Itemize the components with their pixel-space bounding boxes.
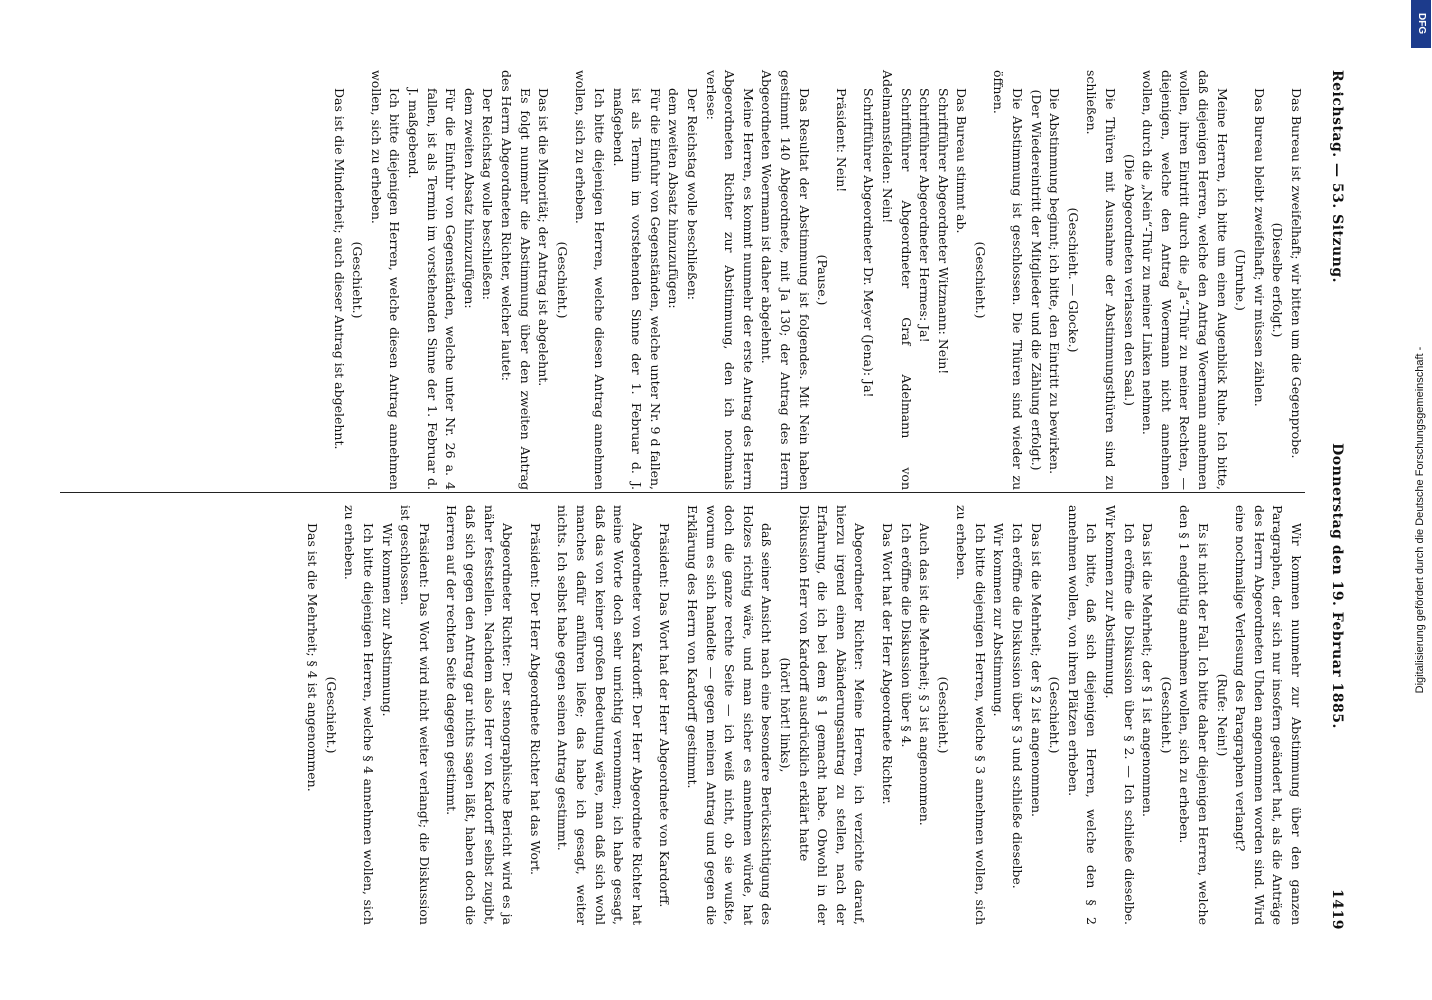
running-head [1321,70,1345,930]
paragraph: Ich bitte diejenigen Herren, welche diesen Antrag annehmen wollen, sich zu erheben. [573,70,608,490]
stage-direction: (Rufe: Nein!) [1214,673,1230,757]
stage-direction: (Geschieht.) [1158,676,1174,754]
paragraph: Wir kommen nunmehr zur Abstimmung über den ganzen Paragraphen, der sich nur insofern geändert hat, als die Anträge des Herrn Abgeordneten Uhden angenommen worden sind. Wird eine nochmalige Verlesung des Paragraphen verlangt? [1233,505,1304,925]
dfg-logo: DFG [1411,0,1431,48]
paragraph: Ich eröffne die Diskussion über § 4. [898,523,914,748]
paragraph: Auch das ist die Mehrheit; § 3 ist angenommen. [917,523,933,826]
footer-credit: Digitalisierung gefördert durch die Deutsche Forschungsgemeinschaft - [1414,346,1426,694]
stage-direction: (Geschieht.) [1047,676,1063,754]
paragraph: Meine Herren, es kommt nunmehr der erste Antrag des Herrn Abgeordneten Richter zur Abstimmung, den ich nochmals verlese: [703,70,756,490]
paragraph: Ich eröffne die Diskussion über § 2. — Ich schließe dieselbe. Wir kommen zur Abstimmung. [1103,505,1137,925]
stage-direction: (hört! hört! links), [777,657,793,773]
stage-direction: (Der Wiedereintritt der Mitglieder und die Zählung erfolgt.) [1028,89,1044,471]
right-column [303,505,1305,925]
paragraph: Die Abstimmung beginnt; ich bitte, den Eintritt zu bewirken. [1047,88,1063,475]
stage-direction: (Pause.) [815,254,831,306]
paragraph: Ich bitte, daß sich diejenigen Herren, welche den § 2 annehmen wollen, von ihren Plätzen erheben. [1065,505,1100,925]
left-column [329,70,1305,490]
paragraph: Es ist nicht der Fall. Ich bitte daher diejenigen Herren, welche den § 1 endgültig annehmen wollen, sich zu erheben. [1177,505,1212,925]
paragraph: Das ist die Mehrheit; § 4 ist angenommen. [305,523,321,792]
header-date: Donnerstag den 19. Februar 1885. [1329,443,1345,729]
paragraph: Es folgt nunmehr die Abstimmung über den zweiten Antrag des Herrn Abgeordneten Richter, welcher lautet: [499,70,533,490]
paragraph: Das ist die Minorität; der Antrag ist abgelehnt. [536,88,552,387]
paragraph: Das Bureau stimmt ab. [954,88,970,234]
speaker-line: Schriftführer Abgeordneter Graf Adelmann von Adelmannsfelden: Nein! [879,70,914,490]
paragraph: Ich bitte diejenigen Herren, welche diesen Antrag annehmen wollen, sich zu erheben. [368,70,403,490]
motion-line: Der Reichstag wolle beschließen: [480,88,496,300]
stage-direction: (Die Abgeordneten verlassen den Saal.) [1121,154,1137,406]
paragraph: Das Wort hat der Herr Abgeordnete Richter. [879,523,895,805]
page-number: 1419 [1329,889,1345,930]
speaker-paragraph: Präsident: Das Wort wird nicht weiter verlangt; die Diskussion ist geschlossen. [398,505,432,925]
speaker-paragraph: Abgeordneter von Kardorff: Der Herr Abgeordnete Richter hat meine Worte doch sehr unrichtig vernommen; ich habe gesagt, daß das von keiner großen Bedeutung wäre, man daß sich wohl manches dafür anführen ließe; das habe ich gesagt, weiter nichts. Ich selbst habe gegen seinen Antrag gestimmt. [555,505,645,925]
speaker-line: Schriftführer Abgeordneter Witzmann: Nein! [935,88,951,375]
motion-text: Für die Einfuhr von Gegenständen, welche unter Nr. 26 a. 4 fallen, ist als Termin im vorstehenden Sinne der 1. Februar d. J. maßgebend. [406,88,459,490]
speaker-paragraph: Präsident: Der Herr Abgeordnete Richter hat das Wort. [527,523,543,875]
stage-direction: (Dieselbe erfolgt.) [1270,222,1286,338]
motion-line: dem zweiten Absatz hinzuzufügen: [461,88,477,309]
paragraph: Das Bureau bleibt zweifelhaft; wir müssen zählen. [1251,88,1267,407]
stage-direction: (Geschieht.) [972,241,988,319]
speaker-line: Schriftführer Abgeordneter Dr. Meyer (Jena): Ja! [861,88,877,398]
stage-direction: (Unruhe.) [1233,249,1249,311]
paragraph: Das ist die Minderheit; auch dieser Antrag ist abgelehnt. [331,88,347,450]
paragraph: Das ist die Mehrheit; der § 1 ist angenommen. [1140,523,1156,818]
paragraph: Das Resultat der Abstimmung ist folgendes. Mit Nein haben gestimmt 140 Abgeordnete, mit Ja 130; der Antrag des Herrn Abgeordneten Woermann ist daher abgelehnt. [759,70,812,490]
column-divider [60,492,1305,493]
speaker-paragraph: Abgeordneter Richter: Meine Herren, ich verzichte darauf, hierzu irgend einen Abänderungsantrag zu stellen, nach der Erfahrung, die ich bei dem § 1 gemacht habe. Obwohl in der Diskussion Herr von Kardorff ausdrücklich erklärt hatte [796,505,868,925]
paragraph: Das ist die Mehrheit; der § 2 ist angenommen. [1028,523,1044,818]
paragraph: Meine Herren, ich bitte um einen Augenblick Ruhe. Ich bitte, daß diejenigen Herren, welche den Antrag Woermann annehmen wollen, ihren Eintritt durch die „Ja“-Thür zu meiner Rechten, — diejenigen, welche den Antrag Woermann nicht annehmen wollen, durch die „Nein“-Thür zu meiner Linken nehmen. [1140,70,1230,490]
stage-direction: (Geschieht.) [554,241,570,319]
stage-direction: (Geschieht.) [350,241,366,319]
speaker-paragraph: Präsident: Das Wort hat der Herr Abgeordnete von Kardorff. [657,523,673,908]
paragraph: Ich eröffne die Diskussion über § 3 und schließe dieselbe. [1010,523,1026,889]
paragraph: daß seiner Ansicht nach eine besondere Berücksichtigung des Holzes richtig wäre, und man sicher es annehmen würde, hat doch die ganze rechte Seite — ich weiß nicht, ob sie wußte, worum es sich handelte — gegen meinen Antrag und gegen die Erklärung des Herrn von Kardorff gestimmt. [685,505,775,925]
paragraph: Wir kommen zur Abstimmung. [379,523,395,717]
motion-line: Der Reichstag wolle beschließen: [685,88,700,300]
stage-direction: (Geschieht. — Glocke.) [1065,207,1081,353]
footer-credit-bar [1409,40,1431,1000]
speaker-paragraph: Abgeordneter Richter: Der stenographische Bericht wird es ja näher feststellen. Nachdem also Herr von Kardorff selbst zugibt, daß sich gegen den Antrag gar nichts sagen läßt, haben doch die Herren auf der rechten Seite dagegen gestimmt. [444,505,516,925]
paragraph: Die Thüren mit Ausnahme der Abstimmungsthüren sind zu schließen. [1084,70,1119,490]
paragraph: Die Abstimmung ist geschlossen. Die Thüren sind wieder zu öffnen. [991,70,1026,490]
speaker-line: Schriftführer Abgeordneter Hermes: Ja! [917,88,933,343]
header-left: Reichstag. — 53. Sitzung. [1329,70,1345,283]
motion-line: dem zweiten Absatz hinzuzufügen: [666,88,682,309]
speaker-line: Präsident: Nein! [833,88,849,193]
stage-direction: (Geschieht.) [935,676,951,754]
paragraph: Wir kommen zur Abstimmung. [991,523,1007,717]
stage-direction: (Geschieht.) [323,676,339,754]
paragraph: Ich bitte diejenigen Herren, welche § 4 annehmen wollen, sich zu erheben. [342,505,377,925]
paragraph: Ich bitte diejenigen Herren, welche § 3 annehmen wollen, sich zu erheben. [954,505,988,925]
paragraph: Das Bureau ist zweifelhaft; wir bitten um die Gegenprobe. [1289,88,1304,459]
motion-text: Für die Einfuhr von Gegenständen, welche unter Nr. 9 d fallen, ist als Termin im vorstehenden Sinne der 1. Februar d. J. maßgebend. [610,88,663,490]
